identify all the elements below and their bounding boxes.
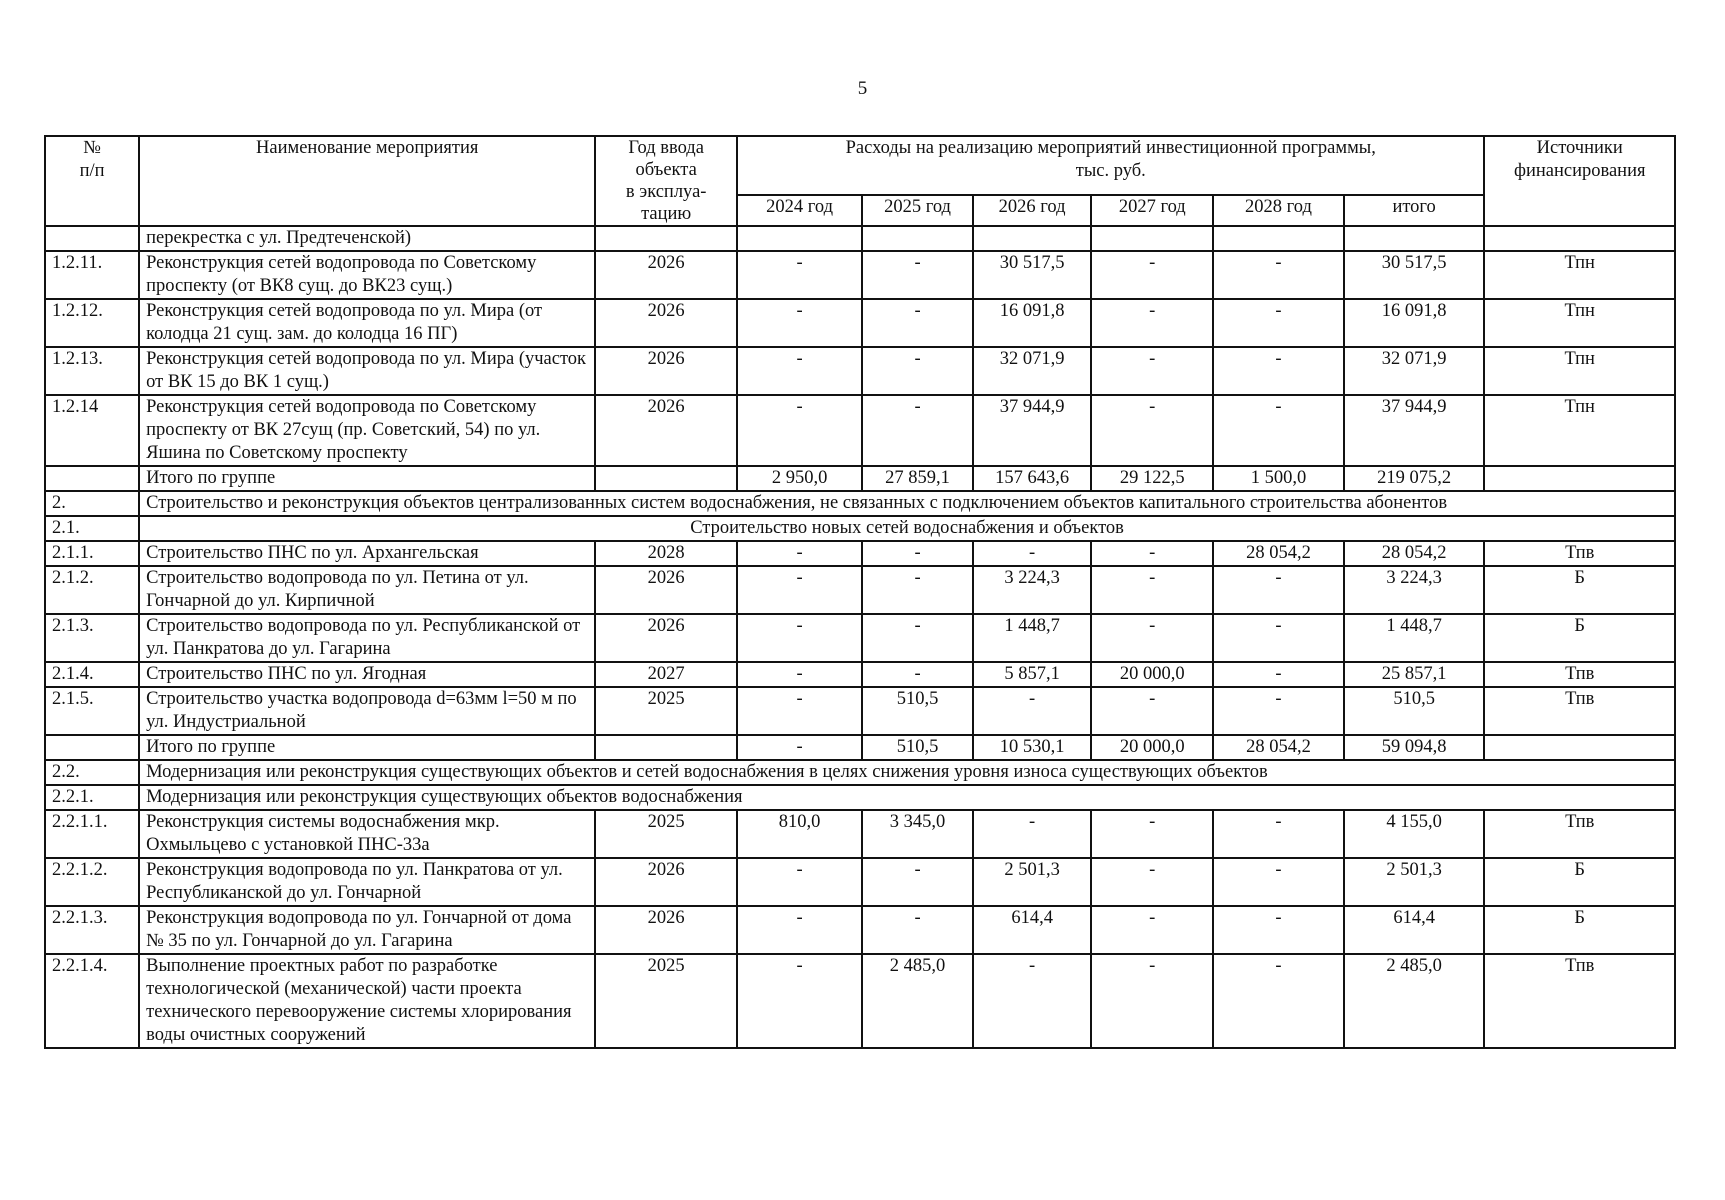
value-2024-cell: - xyxy=(737,954,862,1048)
value-2027-cell: 29 122,5 xyxy=(1091,466,1213,491)
header-year-in: Год ввода объекта в эксплуа- тацию xyxy=(595,136,737,226)
source-cell: Тпн xyxy=(1484,299,1675,347)
value-2024-cell: - xyxy=(737,299,862,347)
source-cell: Тпв xyxy=(1484,810,1675,858)
section-row xyxy=(45,516,1675,541)
value-2025-cell: - xyxy=(862,541,973,566)
table-row xyxy=(45,299,1675,347)
value-2027-cell: - xyxy=(1091,810,1213,858)
row-number xyxy=(45,735,139,760)
value-2024-cell: - xyxy=(737,735,862,760)
value-2024-cell: - xyxy=(737,614,862,662)
value-2025-cell: - xyxy=(862,858,973,906)
value-2026-cell: 157 643,6 xyxy=(973,466,1091,491)
activity-name: Реконструкция водопровода по ул. Гончарной от дома № 35 по ул. Гончарной до ул. Гагарина xyxy=(139,906,595,954)
source-cell: Б xyxy=(1484,566,1675,614)
table-body xyxy=(45,226,1675,1048)
value-2025-cell: - xyxy=(862,395,973,466)
value-2026-cell: 30 517,5 xyxy=(973,251,1091,299)
value-2028-cell xyxy=(1213,226,1344,251)
header-2026: 2026 год xyxy=(973,195,1091,226)
value-2024-cell: - xyxy=(737,541,862,566)
header-name: Наименование мероприятия xyxy=(139,136,595,226)
table-row xyxy=(45,858,1675,906)
header-sources: Источники финансирования xyxy=(1484,136,1675,226)
header-2025: 2025 год xyxy=(862,195,973,226)
value-2026-cell: - xyxy=(973,954,1091,1048)
value-2025-cell: - xyxy=(862,347,973,395)
source-cell: Тпв xyxy=(1484,662,1675,687)
value-2025-cell: - xyxy=(862,906,973,954)
section-number: 2. xyxy=(45,491,139,516)
value-2024-cell: - xyxy=(737,347,862,395)
total-cell: 59 094,8 xyxy=(1344,735,1485,760)
header-total: итого xyxy=(1344,195,1485,226)
value-2024-cell xyxy=(737,226,862,251)
value-2027-cell: - xyxy=(1091,687,1213,735)
value-2024-cell: 810,0 xyxy=(737,810,862,858)
value-2028-cell: - xyxy=(1213,906,1344,954)
section-title: Модернизация или реконструкция существующих объектов и сетей водоснабжения в целях снижения уровня износа существующих объектов xyxy=(139,760,1675,785)
total-cell: 32 071,9 xyxy=(1344,347,1485,395)
value-2026-cell xyxy=(973,226,1091,251)
year-cell: 2026 xyxy=(595,299,737,347)
row-number: 2.2.1.2. xyxy=(45,858,139,906)
value-2024-cell: - xyxy=(737,251,862,299)
header-num: № п/п xyxy=(45,136,139,226)
source-cell: Тпн xyxy=(1484,251,1675,299)
value-2027-cell: 20 000,0 xyxy=(1091,735,1213,760)
source-cell xyxy=(1484,466,1675,491)
table-row xyxy=(45,395,1675,466)
row-number: 1.2.12. xyxy=(45,299,139,347)
total-cell: 2 485,0 xyxy=(1344,954,1485,1048)
row-number: 1.2.13. xyxy=(45,347,139,395)
value-2026-cell: 16 091,8 xyxy=(973,299,1091,347)
activity-name: Строительство водопровода по ул. Республиканской от ул. Панкратова до ул. Гагарина xyxy=(139,614,595,662)
year-cell: 2026 xyxy=(595,251,737,299)
value-2027-cell: - xyxy=(1091,954,1213,1048)
header-2028: 2028 год xyxy=(1213,195,1344,226)
table-row xyxy=(45,614,1675,662)
value-2025-cell: - xyxy=(862,614,973,662)
year-cell: 2025 xyxy=(595,954,737,1048)
value-2028-cell: 28 054,2 xyxy=(1213,541,1344,566)
total-cell: 30 517,5 xyxy=(1344,251,1485,299)
header-expenses: Расходы на реализацию мероприятий инвестиционной программы, тыс. руб. xyxy=(737,136,1484,195)
value-2024-cell: - xyxy=(737,906,862,954)
row-number: 2.1.2. xyxy=(45,566,139,614)
value-2028-cell: - xyxy=(1213,251,1344,299)
source-cell: Тпв xyxy=(1484,687,1675,735)
year-cell: 2026 xyxy=(595,395,737,466)
value-2028-cell: - xyxy=(1213,662,1344,687)
total-cell: 614,4 xyxy=(1344,906,1485,954)
value-2027-cell: 20 000,0 xyxy=(1091,662,1213,687)
value-2027-cell: - xyxy=(1091,566,1213,614)
value-2028-cell: - xyxy=(1213,687,1344,735)
value-2028-cell: - xyxy=(1213,614,1344,662)
year-cell: 2027 xyxy=(595,662,737,687)
row-number: 2.1.1. xyxy=(45,541,139,566)
value-2024-cell: - xyxy=(737,858,862,906)
year-cell: 2026 xyxy=(595,566,737,614)
total-cell: 1 448,7 xyxy=(1344,614,1485,662)
row-number: 1.2.14 xyxy=(45,395,139,466)
source-cell: Б xyxy=(1484,858,1675,906)
value-2026-cell: 5 857,1 xyxy=(973,662,1091,687)
activity-name: перекрестка с ул. Предтеченской) xyxy=(139,226,595,251)
total-cell: 219 075,2 xyxy=(1344,466,1485,491)
value-2026-cell: - xyxy=(973,541,1091,566)
value-2026-cell: 614,4 xyxy=(973,906,1091,954)
value-2025-cell: - xyxy=(862,299,973,347)
value-2025-cell: 27 859,1 xyxy=(862,466,973,491)
year-cell xyxy=(595,735,737,760)
row-number xyxy=(45,466,139,491)
value-2024-cell: 2 950,0 xyxy=(737,466,862,491)
value-2027-cell: - xyxy=(1091,347,1213,395)
total-cell: 2 501,3 xyxy=(1344,858,1485,906)
value-2026-cell: - xyxy=(973,687,1091,735)
value-2028-cell: - xyxy=(1213,395,1344,466)
section-title: Модернизация или реконструкция существующих объектов водоснабжения xyxy=(139,785,1675,810)
row-number: 2.2.1.4. xyxy=(45,954,139,1048)
value-2026-cell: 10 530,1 xyxy=(973,735,1091,760)
year-cell: 2025 xyxy=(595,810,737,858)
year-cell: 2028 xyxy=(595,541,737,566)
table-row xyxy=(45,541,1675,566)
table-row xyxy=(45,347,1675,395)
value-2027-cell: - xyxy=(1091,395,1213,466)
value-2025-cell: - xyxy=(862,251,973,299)
activity-name: Реконструкция сетей водопровода по Советскому проспекту от ВК 27сущ (пр. Советский, 54) по ул. Яшина по Советскому проспекту xyxy=(139,395,595,466)
year-cell: 2026 xyxy=(595,858,737,906)
subtotal-label: Итого по группе xyxy=(139,466,595,491)
value-2027-cell: - xyxy=(1091,858,1213,906)
total-cell: 3 224,3 xyxy=(1344,566,1485,614)
value-2028-cell: - xyxy=(1213,299,1344,347)
activity-name: Реконструкция сетей водопровода по Советскому проспекту (от ВК8 сущ. до ВК23 сущ.) xyxy=(139,251,595,299)
subtotal-label: Итого по группе xyxy=(139,735,595,760)
source-cell: Б xyxy=(1484,614,1675,662)
value-2025-cell: 510,5 xyxy=(862,735,973,760)
year-cell xyxy=(595,466,737,491)
total-cell: 4 155,0 xyxy=(1344,810,1485,858)
value-2025-cell: - xyxy=(862,662,973,687)
row-number xyxy=(45,226,139,251)
source-cell: Тпн xyxy=(1484,347,1675,395)
source-cell: Тпв xyxy=(1484,541,1675,566)
table-row xyxy=(45,810,1675,858)
page-number: 5 xyxy=(857,78,868,99)
total-cell: 25 857,1 xyxy=(1344,662,1485,687)
year-cell xyxy=(595,226,737,251)
year-cell: 2026 xyxy=(595,614,737,662)
section-title: Строительство новых сетей водоснабжения и объектов xyxy=(139,516,1675,541)
value-2024-cell: - xyxy=(737,566,862,614)
activity-name: Строительство участка водопровода d=63мм l=50 м по ул. Индустриальной xyxy=(139,687,595,735)
activity-name: Реконструкция водопровода по ул. Панкратова от ул. Республиканской до ул. Гончарной xyxy=(139,858,595,906)
row-number: 2.1.3. xyxy=(45,614,139,662)
table-row xyxy=(45,662,1675,687)
value-2027-cell: - xyxy=(1091,541,1213,566)
header-2027: 2027 год xyxy=(1091,195,1213,226)
row-number: 1.2.11. xyxy=(45,251,139,299)
value-2026-cell: - xyxy=(973,810,1091,858)
source-cell: Тпн xyxy=(1484,395,1675,466)
total-cell: 16 091,8 xyxy=(1344,299,1485,347)
activity-name: Строительство водопровода по ул. Петина от ул. Гончарной до ул. Кирпичной xyxy=(139,566,595,614)
source-cell xyxy=(1484,735,1675,760)
activity-name: Строительство ПНС по ул. Архангельская xyxy=(139,541,595,566)
year-cell: 2025 xyxy=(595,687,737,735)
value-2025-cell: - xyxy=(862,566,973,614)
value-2024-cell: - xyxy=(737,395,862,466)
value-2026-cell: 1 448,7 xyxy=(973,614,1091,662)
value-2028-cell: 1 500,0 xyxy=(1213,466,1344,491)
value-2025-cell: 2 485,0 xyxy=(862,954,973,1048)
section-number: 2.2. xyxy=(45,760,139,785)
value-2028-cell: 28 054,2 xyxy=(1213,735,1344,760)
section-number: 2.1. xyxy=(45,516,139,541)
year-cell: 2026 xyxy=(595,347,737,395)
total-cell: 37 944,9 xyxy=(1344,395,1485,466)
table-row xyxy=(45,687,1675,735)
section-row xyxy=(45,760,1675,785)
value-2028-cell: - xyxy=(1213,566,1344,614)
value-2027-cell xyxy=(1091,226,1213,251)
table-row xyxy=(45,566,1675,614)
value-2024-cell: - xyxy=(737,662,862,687)
value-2026-cell: 37 944,9 xyxy=(973,395,1091,466)
table-row xyxy=(45,954,1675,1048)
total-cell: 28 054,2 xyxy=(1344,541,1485,566)
value-2027-cell: - xyxy=(1091,299,1213,347)
value-2025-cell: 510,5 xyxy=(862,687,973,735)
investment-program-table xyxy=(44,135,1676,1049)
section-row xyxy=(45,491,1675,516)
source-cell: Б xyxy=(1484,906,1675,954)
value-2027-cell: - xyxy=(1091,251,1213,299)
total-cell xyxy=(1344,226,1485,251)
value-2025-cell xyxy=(862,226,973,251)
row-number: 2.2.1.1. xyxy=(45,810,139,858)
table-header xyxy=(45,136,1675,226)
total-cell: 510,5 xyxy=(1344,687,1485,735)
header-2024: 2024 год xyxy=(737,195,862,226)
row-number: 2.1.4. xyxy=(45,662,139,687)
activity-name: Реконструкция сетей водопровода по ул. Мира (от колодца 21 сущ. зам. до колодца 16 ПГ) xyxy=(139,299,595,347)
section-row xyxy=(45,785,1675,810)
table-row xyxy=(45,251,1675,299)
year-cell: 2026 xyxy=(595,906,737,954)
value-2028-cell: - xyxy=(1213,810,1344,858)
activity-name: Реконструкция системы водоснабжения мкр. Охмыльцево с установкой ПНС-33а xyxy=(139,810,595,858)
value-2028-cell: - xyxy=(1213,858,1344,906)
table-row xyxy=(45,226,1675,251)
subtotal-row xyxy=(45,466,1675,491)
subtotal-row xyxy=(45,735,1675,760)
activity-name: Выполнение проектных работ по разработке технологической (механической) части проекта технического перевооружение системы хлорирования воды очистных сооружений xyxy=(139,954,595,1048)
value-2028-cell: - xyxy=(1213,954,1344,1048)
value-2025-cell: 3 345,0 xyxy=(862,810,973,858)
section-title: Строительство и реконструкция объектов централизованных систем водоснабжения, не связанных с подключением объектов капитального строительства абонентов xyxy=(139,491,1675,516)
value-2024-cell: - xyxy=(737,687,862,735)
value-2027-cell: - xyxy=(1091,906,1213,954)
value-2027-cell: - xyxy=(1091,614,1213,662)
source-cell: Тпв xyxy=(1484,954,1675,1048)
table-row xyxy=(45,906,1675,954)
source-cell xyxy=(1484,226,1675,251)
value-2026-cell: 32 071,9 xyxy=(973,347,1091,395)
row-number: 2.1.5. xyxy=(45,687,139,735)
value-2026-cell: 2 501,3 xyxy=(973,858,1091,906)
value-2026-cell: 3 224,3 xyxy=(973,566,1091,614)
section-number: 2.2.1. xyxy=(45,785,139,810)
activity-name: Реконструкция сетей водопровода по ул. Мира (участок от ВК 15 до ВК 1 сущ.) xyxy=(139,347,595,395)
value-2028-cell: - xyxy=(1213,347,1344,395)
activity-name: Строительство ПНС по ул. Ягодная xyxy=(139,662,595,687)
row-number: 2.2.1.3. xyxy=(45,906,139,954)
